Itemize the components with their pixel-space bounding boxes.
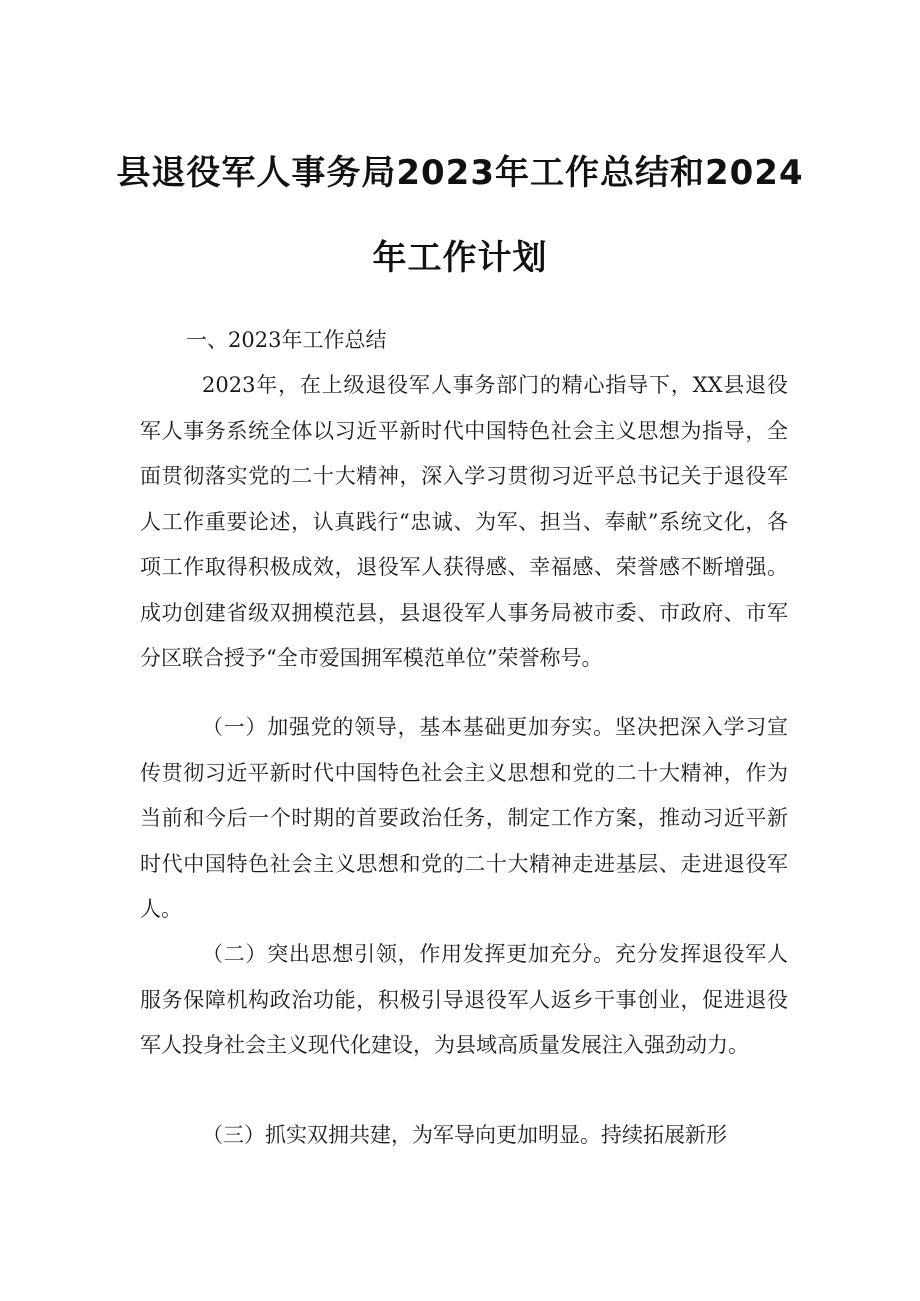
paragraph-text: （一）加强党的领导，基本基础更加夯实。坚决把深入学习宣传贯彻习近平新时代中国特色社会主义思想和党的二十大精神，作为当前和今后一个时期的首要政治任务，制定工作方案，推动习近平新时代中国特色社会主义思想和党的二十大精神走进基层、走进退役军人。 xyxy=(140,715,788,921)
paragraph-ideological-guidance xyxy=(140,932,788,1069)
paragraph-double-support xyxy=(140,1113,788,1159)
document-title-line-2: 年工作计划 xyxy=(372,238,548,278)
section-heading: 一、2023年工作总结 xyxy=(186,328,387,352)
paragraph-party-leadership xyxy=(140,705,788,933)
document-title-line-1: 县退役军人事务局2023年工作总结和2024 xyxy=(116,153,804,193)
paragraph-summary-intro xyxy=(140,363,788,682)
paragraph-text: （三）抓实双拥共建，为军导向更加明显。持续拓展新形 xyxy=(202,1123,727,1147)
paragraph-text: 2023年，在上级退役军人事务部门的精心指导下，XX县退役军人事务系统全体以习近平新时代中国特色社会主义思想为指导，全面贯彻落实党的二十大精神，深入学习贯彻习近平总书记关于退役军人工作重要论述，认真践行“忠诚、为军、担当、奉献”系统文化，各项工作取得积极成效，退役军人获得感、幸福感、荣誉感不断增强。成功创建省级双拥模范县，县退役军人事务局被市委、市政府、市军分区联合授予“全市爱国拥军模范单位”荣誉称号。 xyxy=(140,373,788,670)
paragraph-text: （二）突出思想引领，作用发挥更加充分。充分发挥退役军人服务保障机构政治功能，积极引导退役军人返乡干事创业，促进退役军人投身社会主义现代化建设，为县域高质量发展注入强劲动力。 xyxy=(140,942,788,1057)
